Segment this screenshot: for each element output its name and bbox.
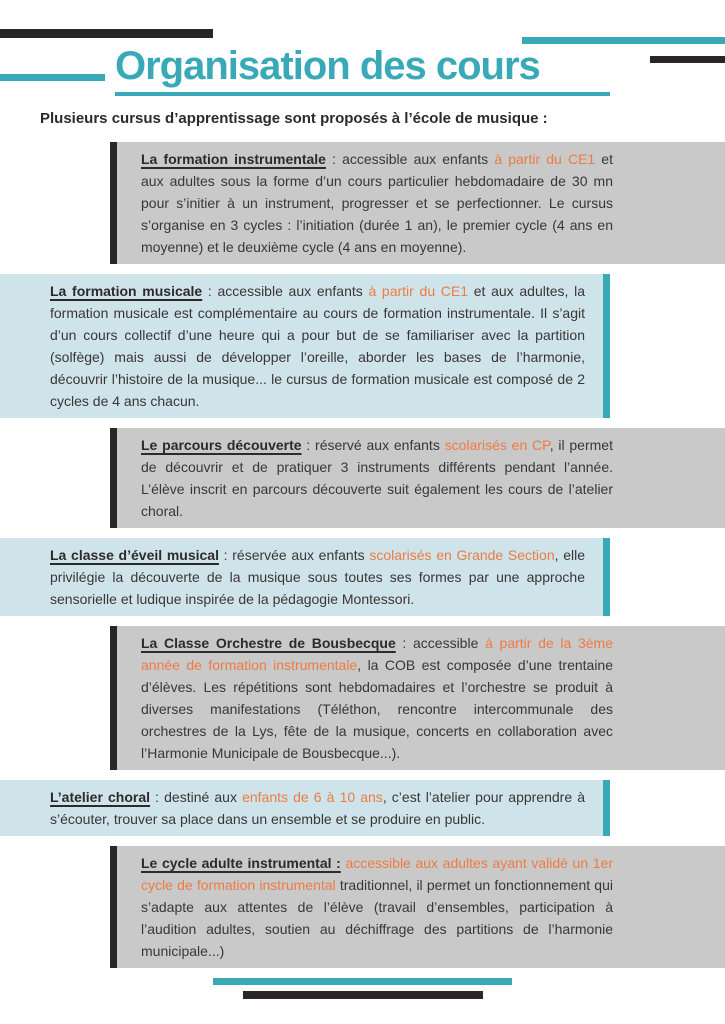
intro-text: Plusieurs cursus d’apprentissage sont proposés à l’école de musique : [40, 110, 548, 127]
section-heading: Le parcours découverte [141, 437, 302, 453]
page-title-underline [115, 44, 610, 96]
section-heading: La formation musicale [50, 283, 203, 299]
decor-bar-bottom-teal [213, 978, 512, 985]
body-text: , elle privilégie la découverte de la musique sous toutes ses formes par une approche sensorielle et ludique inspirée de la pédagogie Montessori. [50, 547, 585, 607]
body-text: , c’est l’atelier pour apprendre à s’écouter, trouver sa place dans un ensemble et se produire en public. [50, 789, 585, 827]
highlight-text: à partir de la 3ème année de formation instrumentale [141, 635, 613, 673]
body-text: : accessible aux enfants [325, 151, 495, 167]
section-formation-instrumentale [110, 142, 725, 264]
section-formation-musicale [0, 274, 610, 418]
section-heading: La formation instrumentale [141, 151, 326, 167]
section-atelier-choral [0, 780, 610, 836]
body-text: : réservée aux enfants [218, 547, 370, 563]
section-parcours-decouverte [110, 428, 725, 528]
decor-bar-title-left [0, 74, 105, 81]
section-paragraph [50, 280, 585, 412]
section-heading: La classe d’éveil musical [50, 547, 219, 563]
section-paragraph [141, 434, 613, 522]
body-text: : réservé aux enfants [301, 437, 445, 453]
highlight-text: scolarisés en Grande Section [369, 547, 555, 563]
highlight-text: à partir du CE1 [368, 283, 469, 299]
section-paragraph [141, 632, 613, 764]
decor-bar-top-left [0, 29, 213, 38]
section-heading: Le cycle adulte instrumental : [141, 855, 341, 871]
highlight-text: à partir du CE1 [494, 151, 596, 167]
decor-bar-top-right [522, 37, 725, 44]
section-paragraph [141, 148, 613, 258]
body-text: : accessible aux enfants [202, 283, 369, 299]
highlight-text: scolarisés en CP [444, 437, 550, 453]
decor-bar-title-right [650, 56, 725, 63]
course-sections [0, 142, 725, 999]
body-text: et aux adultes, la formation musicale est complémentaire au cours de formation instrumentale. Il s’agit d’un cours collectif d’une heure qui a pour but de se familiariser avec la partition (solfège) mais aussi de développer l’oreille, aborder les bases de l’harmonie, découvrir l’histoire de la musique... le cursus de formation musicale est composé de 2 cycles de 4 ans chacun. [50, 283, 585, 409]
page-title: Organisation des cours [115, 44, 540, 88]
decor-bar-bottom-dark [243, 991, 483, 999]
section-heading: La Classe Orchestre de Bousbecque [141, 635, 396, 651]
body-text: : accessible [395, 635, 486, 651]
body-text: , la COB est composée d’une trentaine d’élèves. Les répétitions sont hebdomadaires et l’orchestre se produit à diverses manifestations (Téléthon, rencontre intercommunale des orchestres de la Lys, fête de la musique, concerts en collaboration avec l’Harmonie Municipale de Bousbecque...). [141, 657, 614, 761]
section-paragraph [141, 852, 613, 962]
body-text: et aux adultes sous la forme d’un cours particulier hebdomadaire de 30 mn pour s’initier à un instrument, progresser et se perfectionner. Le cursus s’organise en 3 cycles : l’initiation (durée 1 an), le premier cycle (4 ans en moyenne) et le deuxième cycle (4 ans en moyenne). [141, 151, 613, 255]
section-paragraph [50, 544, 585, 610]
section-paragraph [50, 786, 585, 830]
body-text: traditionnel, il permet un fonctionnement qui s’adapte aux attentes de l’élève (travail d’ensembles, participation à l’audition adultes, soutien au déchiffrage des partitions de l’harmonie municipale...) [141, 877, 613, 959]
section-heading: L’atelier choral [50, 789, 151, 805]
body-text: : destiné aux [150, 789, 243, 805]
section-classe-eveil-musical [0, 538, 610, 616]
highlight-text: accessible aux adultes ayant validé un 1er cycle de formation instrumental [141, 855, 613, 893]
section-cycle-adulte-instrumental [110, 846, 725, 968]
body-text: , il permet de découvrir et de pratiquer 3 instruments différents pendant l’année. L’élève inscrit en parcours découverte suit également les cours de l’atelier choral. [141, 437, 613, 519]
highlight-text: enfants de 6 à 10 ans [242, 789, 383, 805]
section-classe-orchestre-bousbecque [110, 626, 725, 770]
